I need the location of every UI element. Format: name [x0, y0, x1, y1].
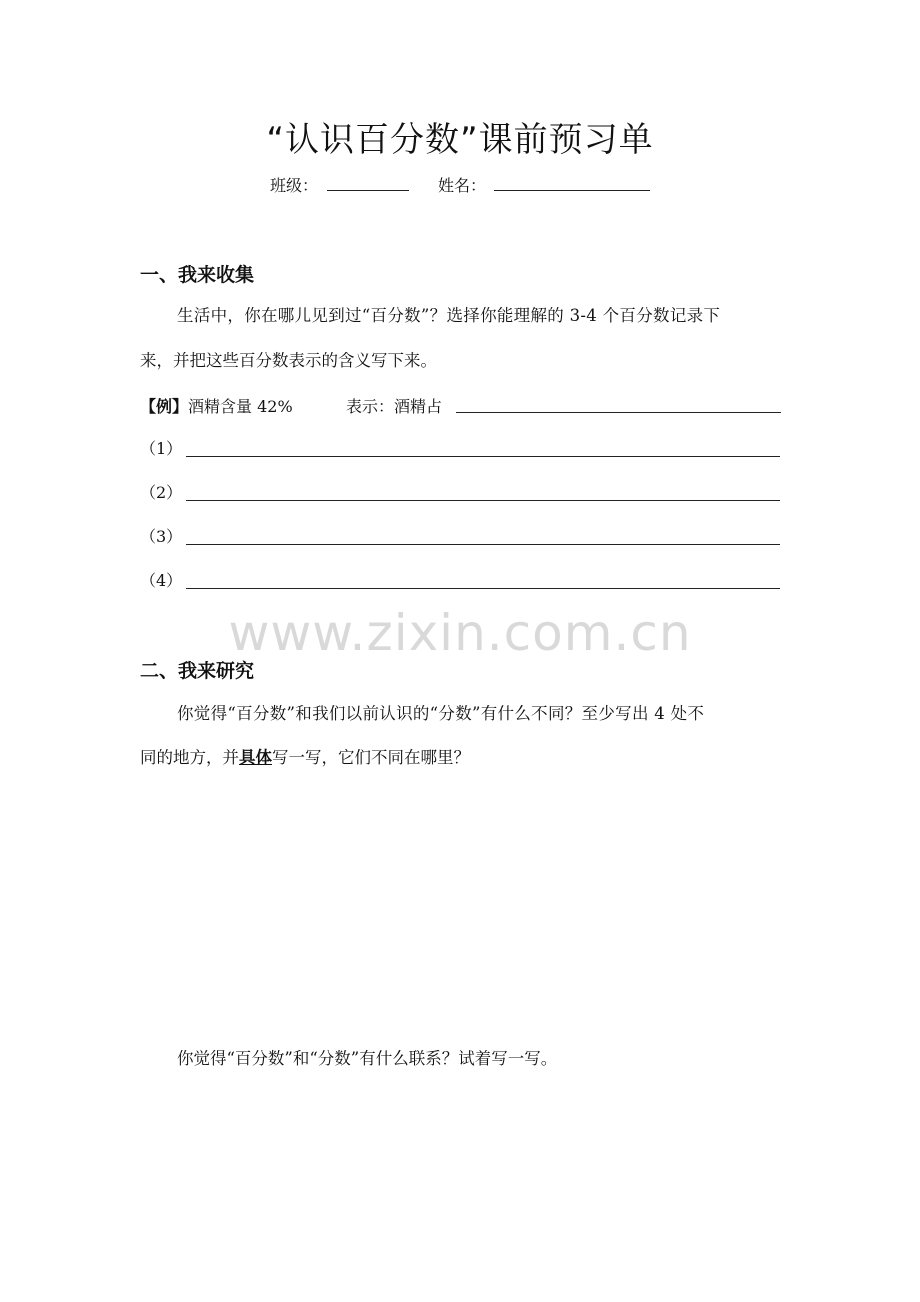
section1-paragraph-line1: 生活中，你在哪儿见到过“百分数”？选择你能理解的 3-4 个百分数记录下	[177, 306, 721, 325]
page-title: “认识百分数”课前预习单	[266, 120, 654, 160]
section2-heading: 二、我来研究	[140, 660, 255, 682]
class-label: 班级：	[270, 176, 319, 195]
item-4-label: （4）	[140, 571, 183, 590]
section1-heading: 一、我来收集	[140, 264, 255, 286]
q1-text-after: 写一写，它们不同在哪里？	[272, 748, 470, 767]
item-3-blank[interactable]	[186, 544, 780, 545]
q1-text-before: 同的地方，并	[140, 748, 239, 767]
item-2-label: （2）	[140, 483, 183, 502]
item-1-blank[interactable]	[186, 456, 780, 457]
item-4-blank[interactable]	[186, 588, 780, 589]
watermark: www.zixin.com.cn	[228, 604, 692, 662]
class-blank[interactable]	[327, 190, 409, 191]
section1-paragraph-line2: 来，并把这些百分数表示的含义写下来。	[140, 351, 437, 370]
answer-area-differences[interactable]	[140, 780, 780, 1030]
answer-area-connection[interactable]	[140, 1085, 780, 1265]
example-text: 酒精含量 42%	[188, 397, 293, 416]
example-meaning-label: 表示：酒精占	[346, 397, 443, 416]
item-1-label: （1）	[140, 439, 183, 458]
section2-question1-line2	[140, 747, 470, 769]
name-label: 姓名：	[438, 176, 487, 195]
example-tag: 【例】	[140, 397, 189, 416]
section2-question1-line1: 你觉得“百分数”和我们以前认识的“分数”有什么不同？至少写出 4 处不	[177, 704, 705, 723]
example-row	[140, 394, 293, 417]
section2-question2: 你觉得“百分数”和“分数”有什么联系？试着写一写。	[177, 1049, 558, 1068]
item-2-blank[interactable]	[186, 500, 780, 501]
item-3-label: （3）	[140, 527, 183, 546]
q1-emphasis: 具体	[239, 748, 272, 767]
name-blank[interactable]	[494, 190, 650, 191]
example-meaning-blank[interactable]	[456, 412, 781, 413]
